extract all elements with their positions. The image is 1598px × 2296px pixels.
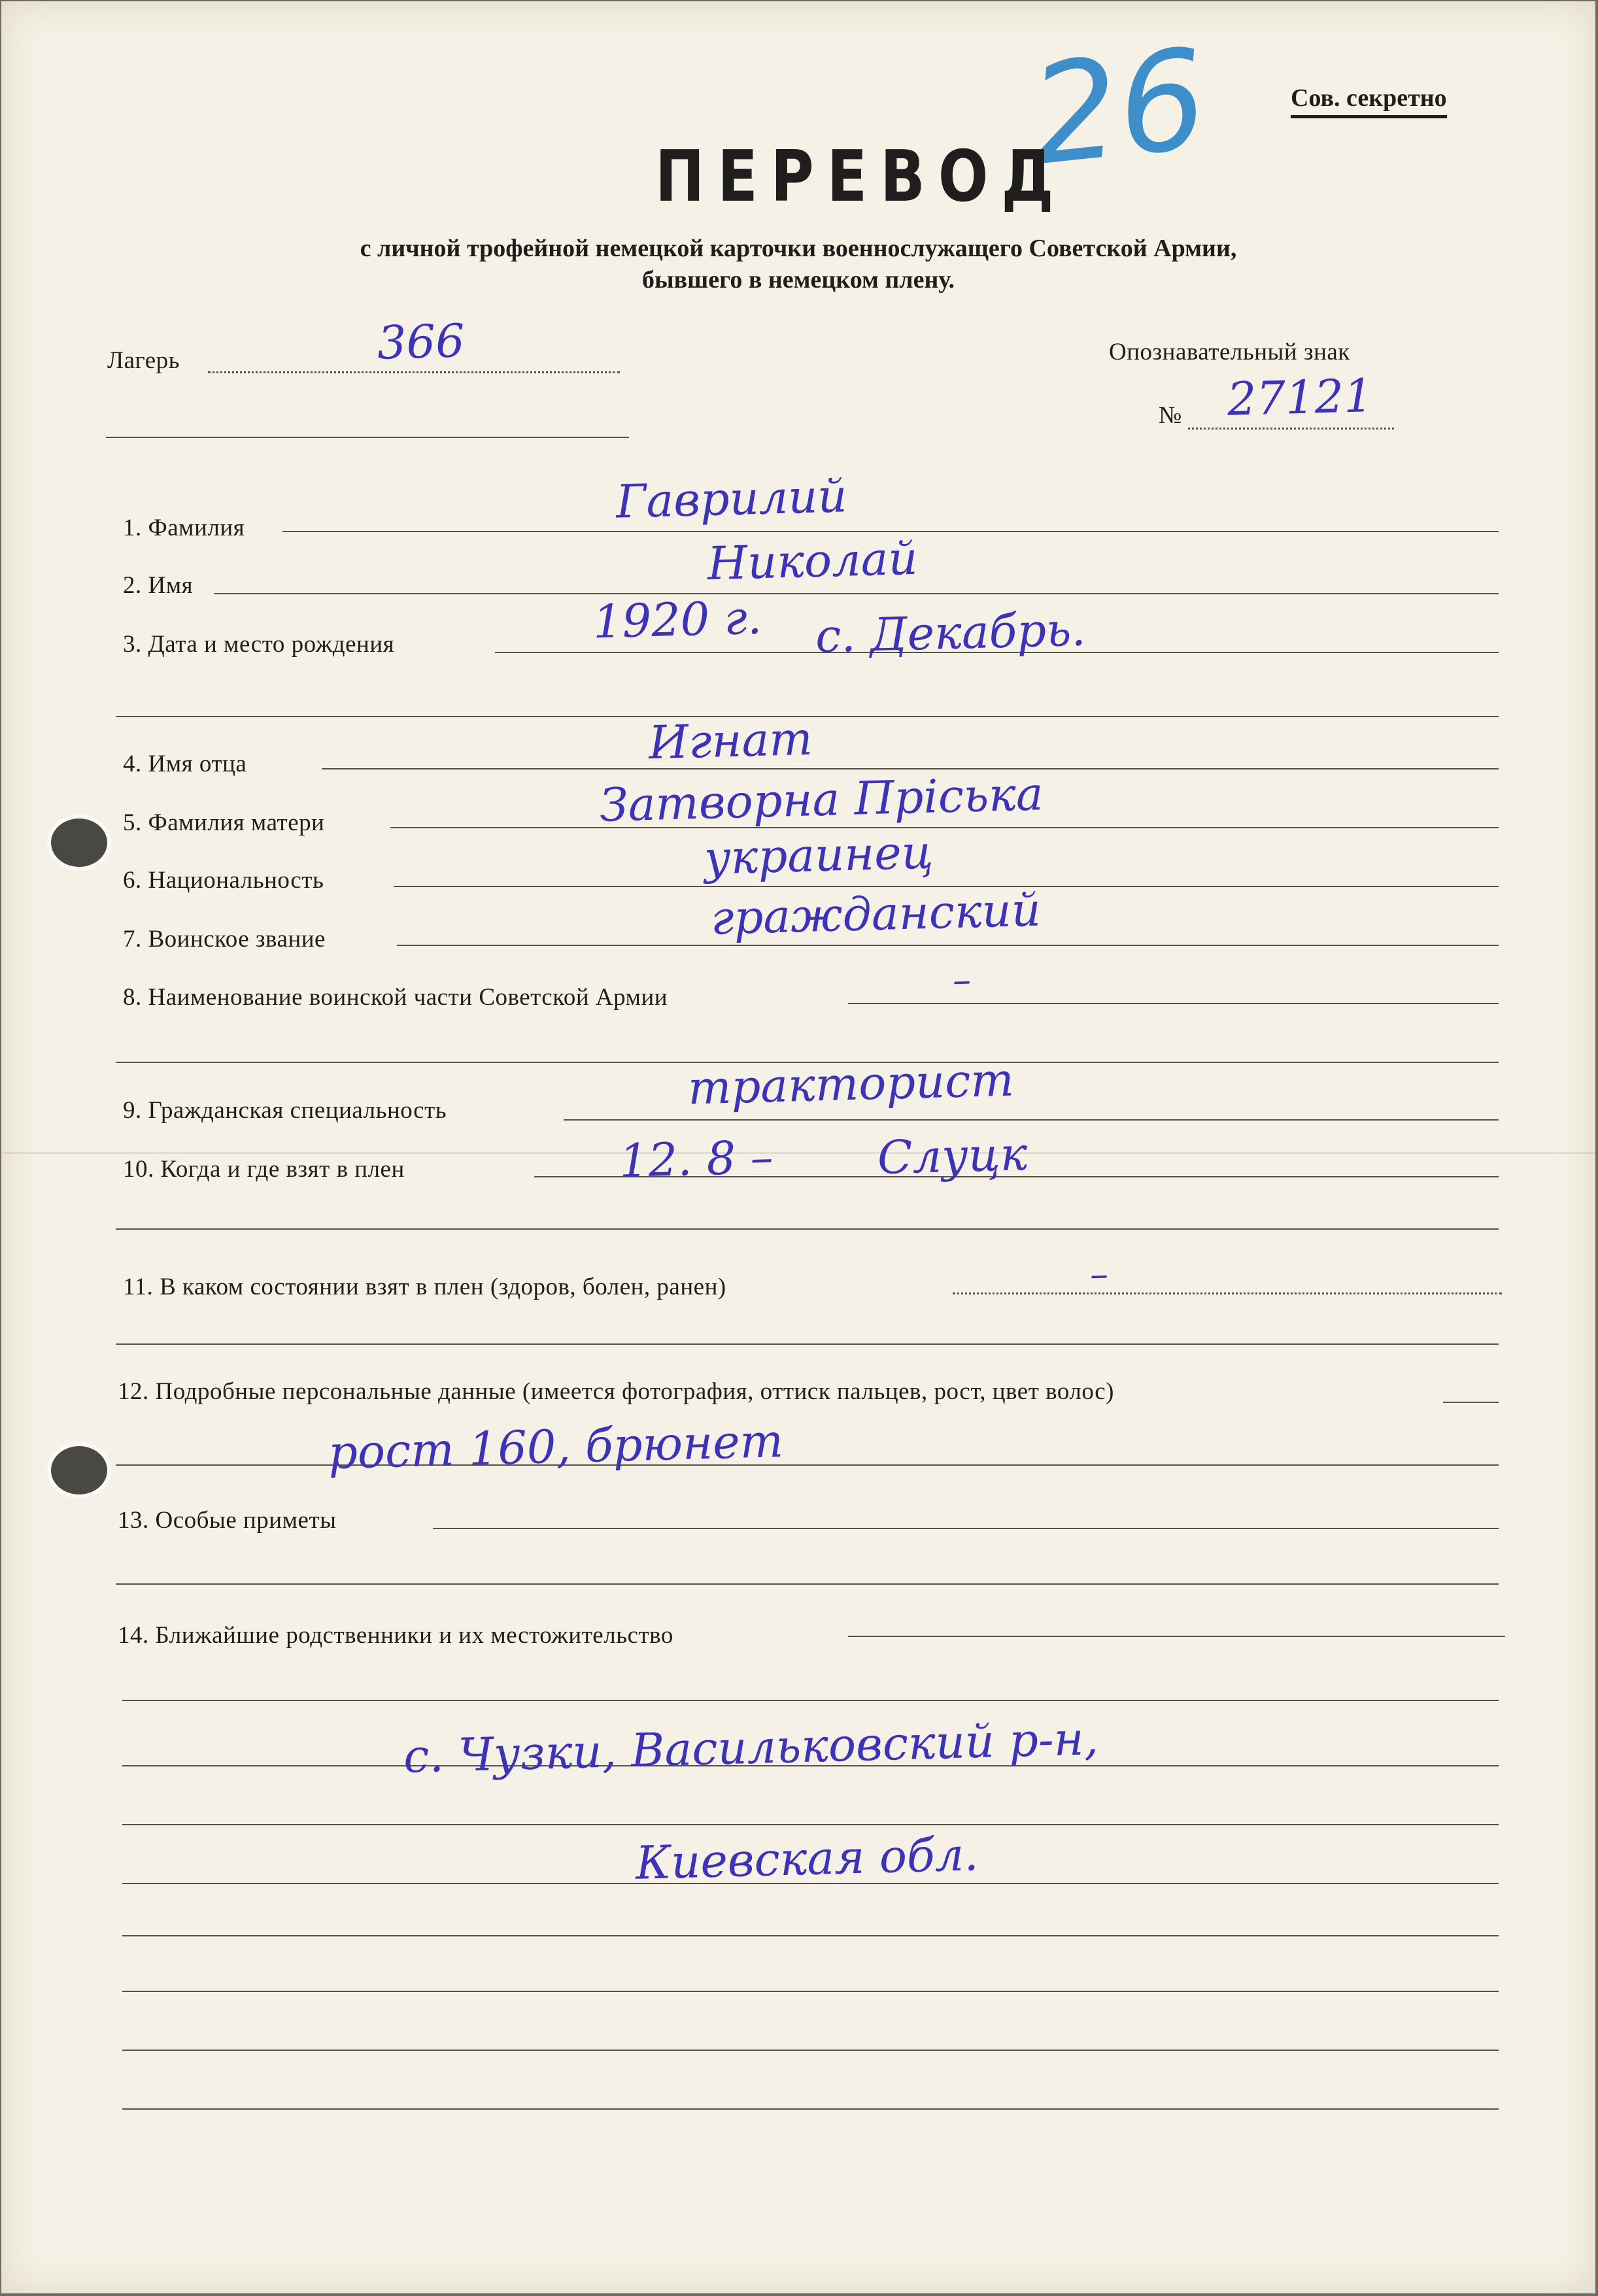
ruled-line [122,1935,1499,1936]
field-birth-place: с. Декабрь. [814,602,1087,664]
field-condition-line [953,1292,1502,1294]
field-personal-value: рост 160, брюнет [328,1413,784,1480]
ruled-line [122,1824,1499,1825]
field-condition-extra-line [116,1343,1499,1345]
field-name-line [214,593,1499,594]
field-condition-value: – [1089,1253,1109,1296]
field-profession-value: тракторист [687,1053,1015,1115]
camp-label: Лагерь [107,347,180,374]
field-mother-line [390,827,1499,828]
id-tag-line [1188,428,1394,430]
field-nationality-label: 6. Национальность [123,867,324,894]
field-marks-extra-line [116,1583,1499,1585]
field-father-value: Игнат [647,711,813,770]
field-rank-value: гражданский [710,883,1042,945]
subtitle-line-1: с личной трофейной немецкой карточки военнослужащего Советской Армии, [360,235,1237,262]
field-birth-date: 1920 г. [592,590,763,649]
page-number-handwritten: 26 [1023,18,1214,197]
field-rank-line [397,945,1499,946]
field-personal-extra-line [116,1464,1499,1466]
document-page [1,1,1595,2293]
field-unit-label: 8. Наименование воинской части Советской Армии [123,984,668,1011]
field-nationality-value: украинец [703,825,934,885]
ruled-line [122,1700,1499,1701]
field-father-line [322,768,1499,769]
field-relatives-label: 14. Ближайшие родственники и их местожительство [118,1622,673,1649]
field-personal-line [1443,1402,1499,1403]
field-unit-line [848,1003,1499,1004]
field-surname-label: 1. Фамилия [123,515,245,541]
field-captured-extra-line [116,1228,1499,1230]
field-relatives-value-line-1: с. Чузки, Васильковский р-н, [403,1712,1099,1783]
field-name-label: 2. Имя [123,572,194,599]
ruled-line [122,2050,1499,2051]
field-rank-label: 7. Воинское звание [123,926,326,953]
field-surname-value: Гаврилий [615,469,848,529]
punch-hole [51,819,107,867]
field-marks-label: 13. Особые приметы [118,1507,337,1534]
field-mother-value: Затворна Пріська [599,767,1044,832]
classification-stamp: Сов. секретно [1291,84,1447,118]
page-title: ПЕРЕВОД [655,135,1067,218]
field-relatives-value-line-2: Киевская обл. [635,1827,979,1890]
camp-line [208,371,620,373]
field-relatives-line [848,1636,1505,1637]
field-captured-place: Слуцк [876,1127,1028,1185]
id-tag-value: 27121 [1226,369,1374,426]
camp-value: 366 [376,314,466,370]
subtitle-line-2: бывшего в немецком плену. [641,266,955,294]
paper-fold [1,1152,1595,1154]
field-unit-value: – [952,958,972,1002]
field-mother-label: 5. Фамилия матери [123,809,325,836]
field-marks-line [433,1528,1499,1529]
id-tag-number-prefix: № [1159,402,1182,429]
punch-hole [51,1446,107,1494]
field-captured-label: 10. Когда и где взят в плен [123,1156,405,1183]
field-name-value: Николай [706,531,919,591]
id-tag-label: Опознавательный знак [1109,339,1350,365]
field-father-label: 4. Имя отца [123,751,247,777]
ruled-line [122,1991,1499,1992]
field-condition-label: 11. В каком состоянии взят в плен (здоров, болен, ранен) [123,1274,726,1300]
field-captured-date: 12. 8 – [618,1130,774,1189]
field-profession-line [564,1119,1499,1121]
camp-extra-line [106,437,629,438]
field-profession-label: 9. Гражданская специальность [123,1097,447,1124]
ruled-line [122,2108,1499,2110]
field-personal-label: 12. Подробные персональные данные (имеется фотография, оттиск пальцев, рост, цвет волос) [118,1378,1114,1405]
field-birth-label: 3. Дата и место рождения [123,631,395,658]
